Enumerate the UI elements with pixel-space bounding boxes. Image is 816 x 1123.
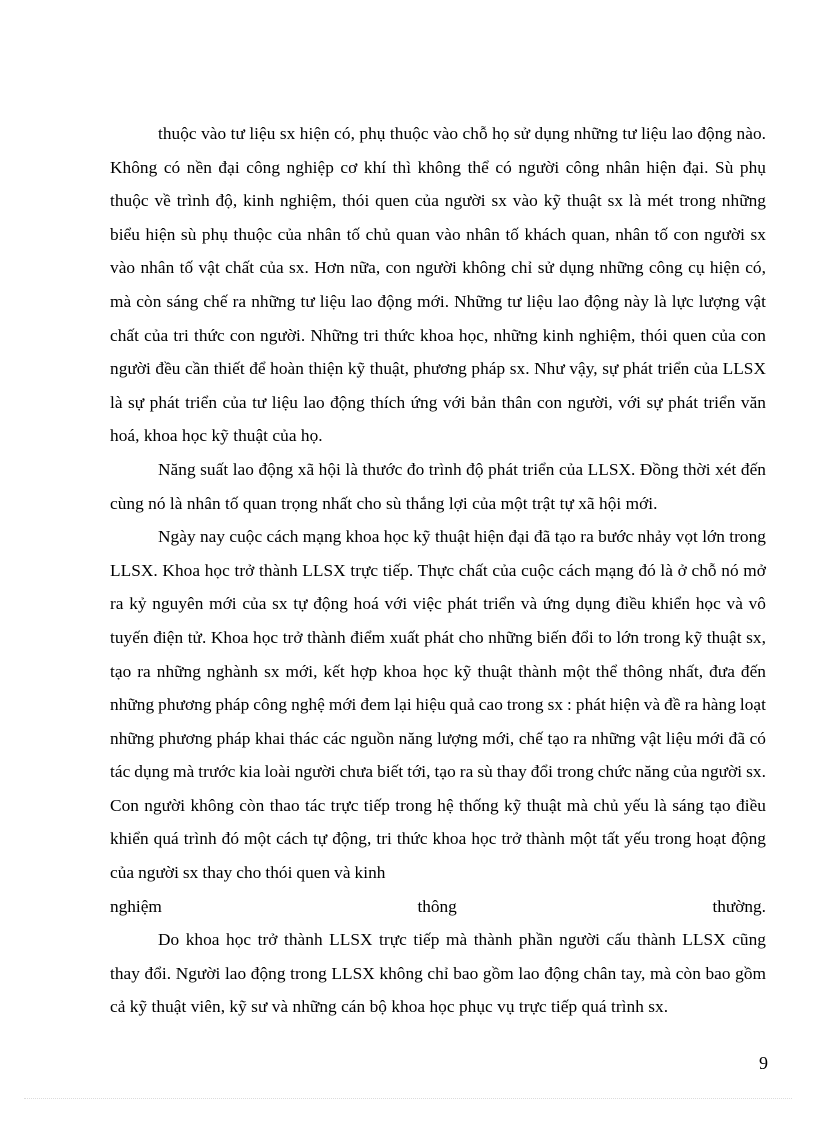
paragraph-3: Ngày nay cuộc cách mạng khoa học kỹ thuật hiện đại đã tạo ra bước nhảy vọt lớn trong LLSX. Khoa học trở thành LLSX trực tiếp. Thực chất của cuộc cách mạng đó là ở chỗ nó mở ra kỷ nguyên mới của sx tự động hoá với việc phát triển và ứng dụng điều khiển học và vô tuyến điện tử. Khoa học trở thành điểm xuất phát cho những biến đổi to lớn trong kỹ thuật sx, tạo ra những nghành sx mới, kết hợp khoa học kỹ thuật thành một thể thông nhất, đưa đến những phương pháp công nghệ mới đem lại hiệu quả cao trong sx : phát hiện và đề ra hàng loạt những phương pháp khai thác các nguồn năng lượng mới, chế tạo ra những vật liệu mới đã có tác dụng mà trước kia loài người chưa biết tới, tạo ra sù thay đổi trong chức năng của người sx. Con người không còn thao tác trực tiếp trong hệ thống kỹ thuật mà chủ yếu là sáng tạo điều khiển quá trình đó một cách tự động, tri thức khoa học trở thành một tất yếu trong hoạt động của người sx thay cho thói quen và kinh (110, 527, 766, 883)
page-number: 9 (759, 1053, 768, 1073)
paragraph-3-final-line (110, 890, 766, 924)
spread-word-1: nghiệm (110, 896, 162, 916)
spread-word-3: thường. (712, 896, 766, 916)
paragraph-1: thuộc vào tư liệu sx hiện có, phụ thuộc vào chỗ họ sử dụng những tư liệu lao động nào. Không có nền đại công nghiệp cơ khí thì không thể có người công nhân hiện đại. Sù phụ thuộc về trình độ, kinh nghiệm, thói quen của người sx vào kỹ thuật sx là mét trong những biểu hiện sù phụ thuộc của nhân tố chủ quan vào nhân tố khách quan, nhân tố con người sx vào nhân tố vật chất của sx. Hơn nữa, con người không chỉ sử dụng những công cụ hiện có, mà còn sáng chế ra những tư liệu lao động mới. Những tư liệu lao động này là lực lượng vật chất của tri thức con người. Những tri thức khoa học, những kinh nghiệm, thói quen của con người đều cần thiết để hoàn thiện kỹ thuật, phương pháp sx. Như vậy, sự phát triển của LLSX là sự phát triển của tư liệu lao động thích ứng với bản thân con người, với sự phát triển văn hoá, khoa học kỹ thuật của họ. (110, 124, 766, 446)
page-bottom-divider (24, 1098, 792, 1099)
spread-word-2: thông (417, 896, 457, 916)
paragraph-2: Năng suất lao động xã hội là thước đo trình độ phát triển của LLSX. Đồng thời xét đến cùng nó là nhân tố quan trọng nhất cho sù thắng lợi của một trật tự xã hội mới. (110, 459, 766, 513)
paragraph-4: Do khoa học trở thành LLSX trực tiếp mà thành phần người cấu thành LLSX cũng thay đổi. Người lao động trong LLSX không chỉ bao gồm lao động chân tay, mà còn bao gồm cả kỹ thuật viên, kỹ sư và những cán bộ khoa học phục vụ trực tiếp quá trình sx. (110, 930, 766, 1017)
body-text (110, 117, 766, 1024)
